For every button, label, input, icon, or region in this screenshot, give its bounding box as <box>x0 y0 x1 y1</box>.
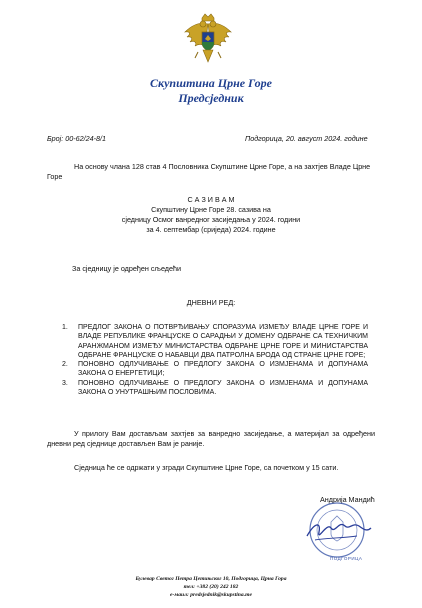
attachment-paragraph: У прилогу Вам достављам захтјев за ванредно засиједање, а материјал за одређени дневни ред сједнице достављен Вам је раније. <box>47 429 375 449</box>
convening-line-3: за 4. септембар (сриједа) 2024. године <box>146 225 276 234</box>
stamp-text: ПОДГОРИЦА <box>330 556 363 561</box>
agenda-list <box>58 323 368 397</box>
convening-heading: С А З И В А М <box>187 195 235 204</box>
footer-address: Булевар Светог Петра Цетињског 10, Подгорица, Црна Гора <box>135 576 287 582</box>
agenda-intro: За сједницу је одређен сљедећи <box>72 264 181 273</box>
document-number: Број: 00-62/24-8/1 <box>47 134 107 143</box>
convening-line-2: сједницу Осмог ванредног засиједања у 2024. години <box>121 215 301 224</box>
intro-paragraph: На основу члана 128 став 4 Пословника Скупштине Црне Горе, а на захтјев Владе Црне Горе <box>47 162 371 181</box>
coat-of-arms-icon <box>181 12 235 68</box>
session-paragraph: Сједница ће се одржати у згради Скупштине Црне Горе, са почетком у 15 сати. <box>74 463 339 472</box>
place-date: Подгорица, 20. август 2024. године <box>245 134 368 143</box>
signatory-name: Андрија Мандић <box>320 495 375 504</box>
convening-line-1: Скупштину Црне Горе 28. сазива на <box>151 205 271 214</box>
agenda-item: 3. ПОНОВНО ОДЛУЧИВАЊЕ О ПРЕДЛОГУ ЗАКОНА О ИЗМЈЕНАМА И ДОПУНАМА ЗАКОНА О УНУТРАШЊИМ ПОСЛОВИМА. <box>62 379 368 397</box>
official-stamp-icon <box>297 492 377 564</box>
agenda-item: 2. ПОНОВНО ОДЛУЧИВАЊЕ О ПРЕДЛОГУ ЗАКОНА О ИЗМЈЕНАМА И ДОПУНАМА ЗАКОНА О ЕНЕРГЕТИЦИ; <box>62 361 368 378</box>
footer-email: е-маил: predsjednik@skupstina.me <box>170 592 252 598</box>
office-title: Предсједник <box>178 91 244 105</box>
footer-phone: тел: +382 (20) 242 182 <box>183 584 239 590</box>
organization-name: Скупштина Црне Горе <box>149 76 273 90</box>
agenda-item: 1. ПРЕДЛОГ ЗАКОНА О ПОТВРЂИВАЊУ СПОРАЗУМА ИЗМЕЂУ ВЛАДЕ ЦРНЕ ГОРЕ И ВЛАДЕ РЕПУБЛИКЕ ФРАНЦУСКЕ О САРАДЊИ У ДОМЕНУ ОДБРАНЕ СА ТЕХНИЧКИМ АРАНЖМАНОМ ИЗМЕЂУ МИНИСТАРСТВА ОДБРАНЕ ЦРНЕ ГОРЕ И МИНИСТАРСТВА ОДБРАНЕ ФРАНЦУСКЕ О НАБАВЦИ ДВА ПАТРОЛНА БРОДА ОД СТРАНЕ ЦРНЕ ГОРЕ; <box>62 324 368 359</box>
agenda-title: ДНЕВНИ РЕД: <box>186 298 236 307</box>
